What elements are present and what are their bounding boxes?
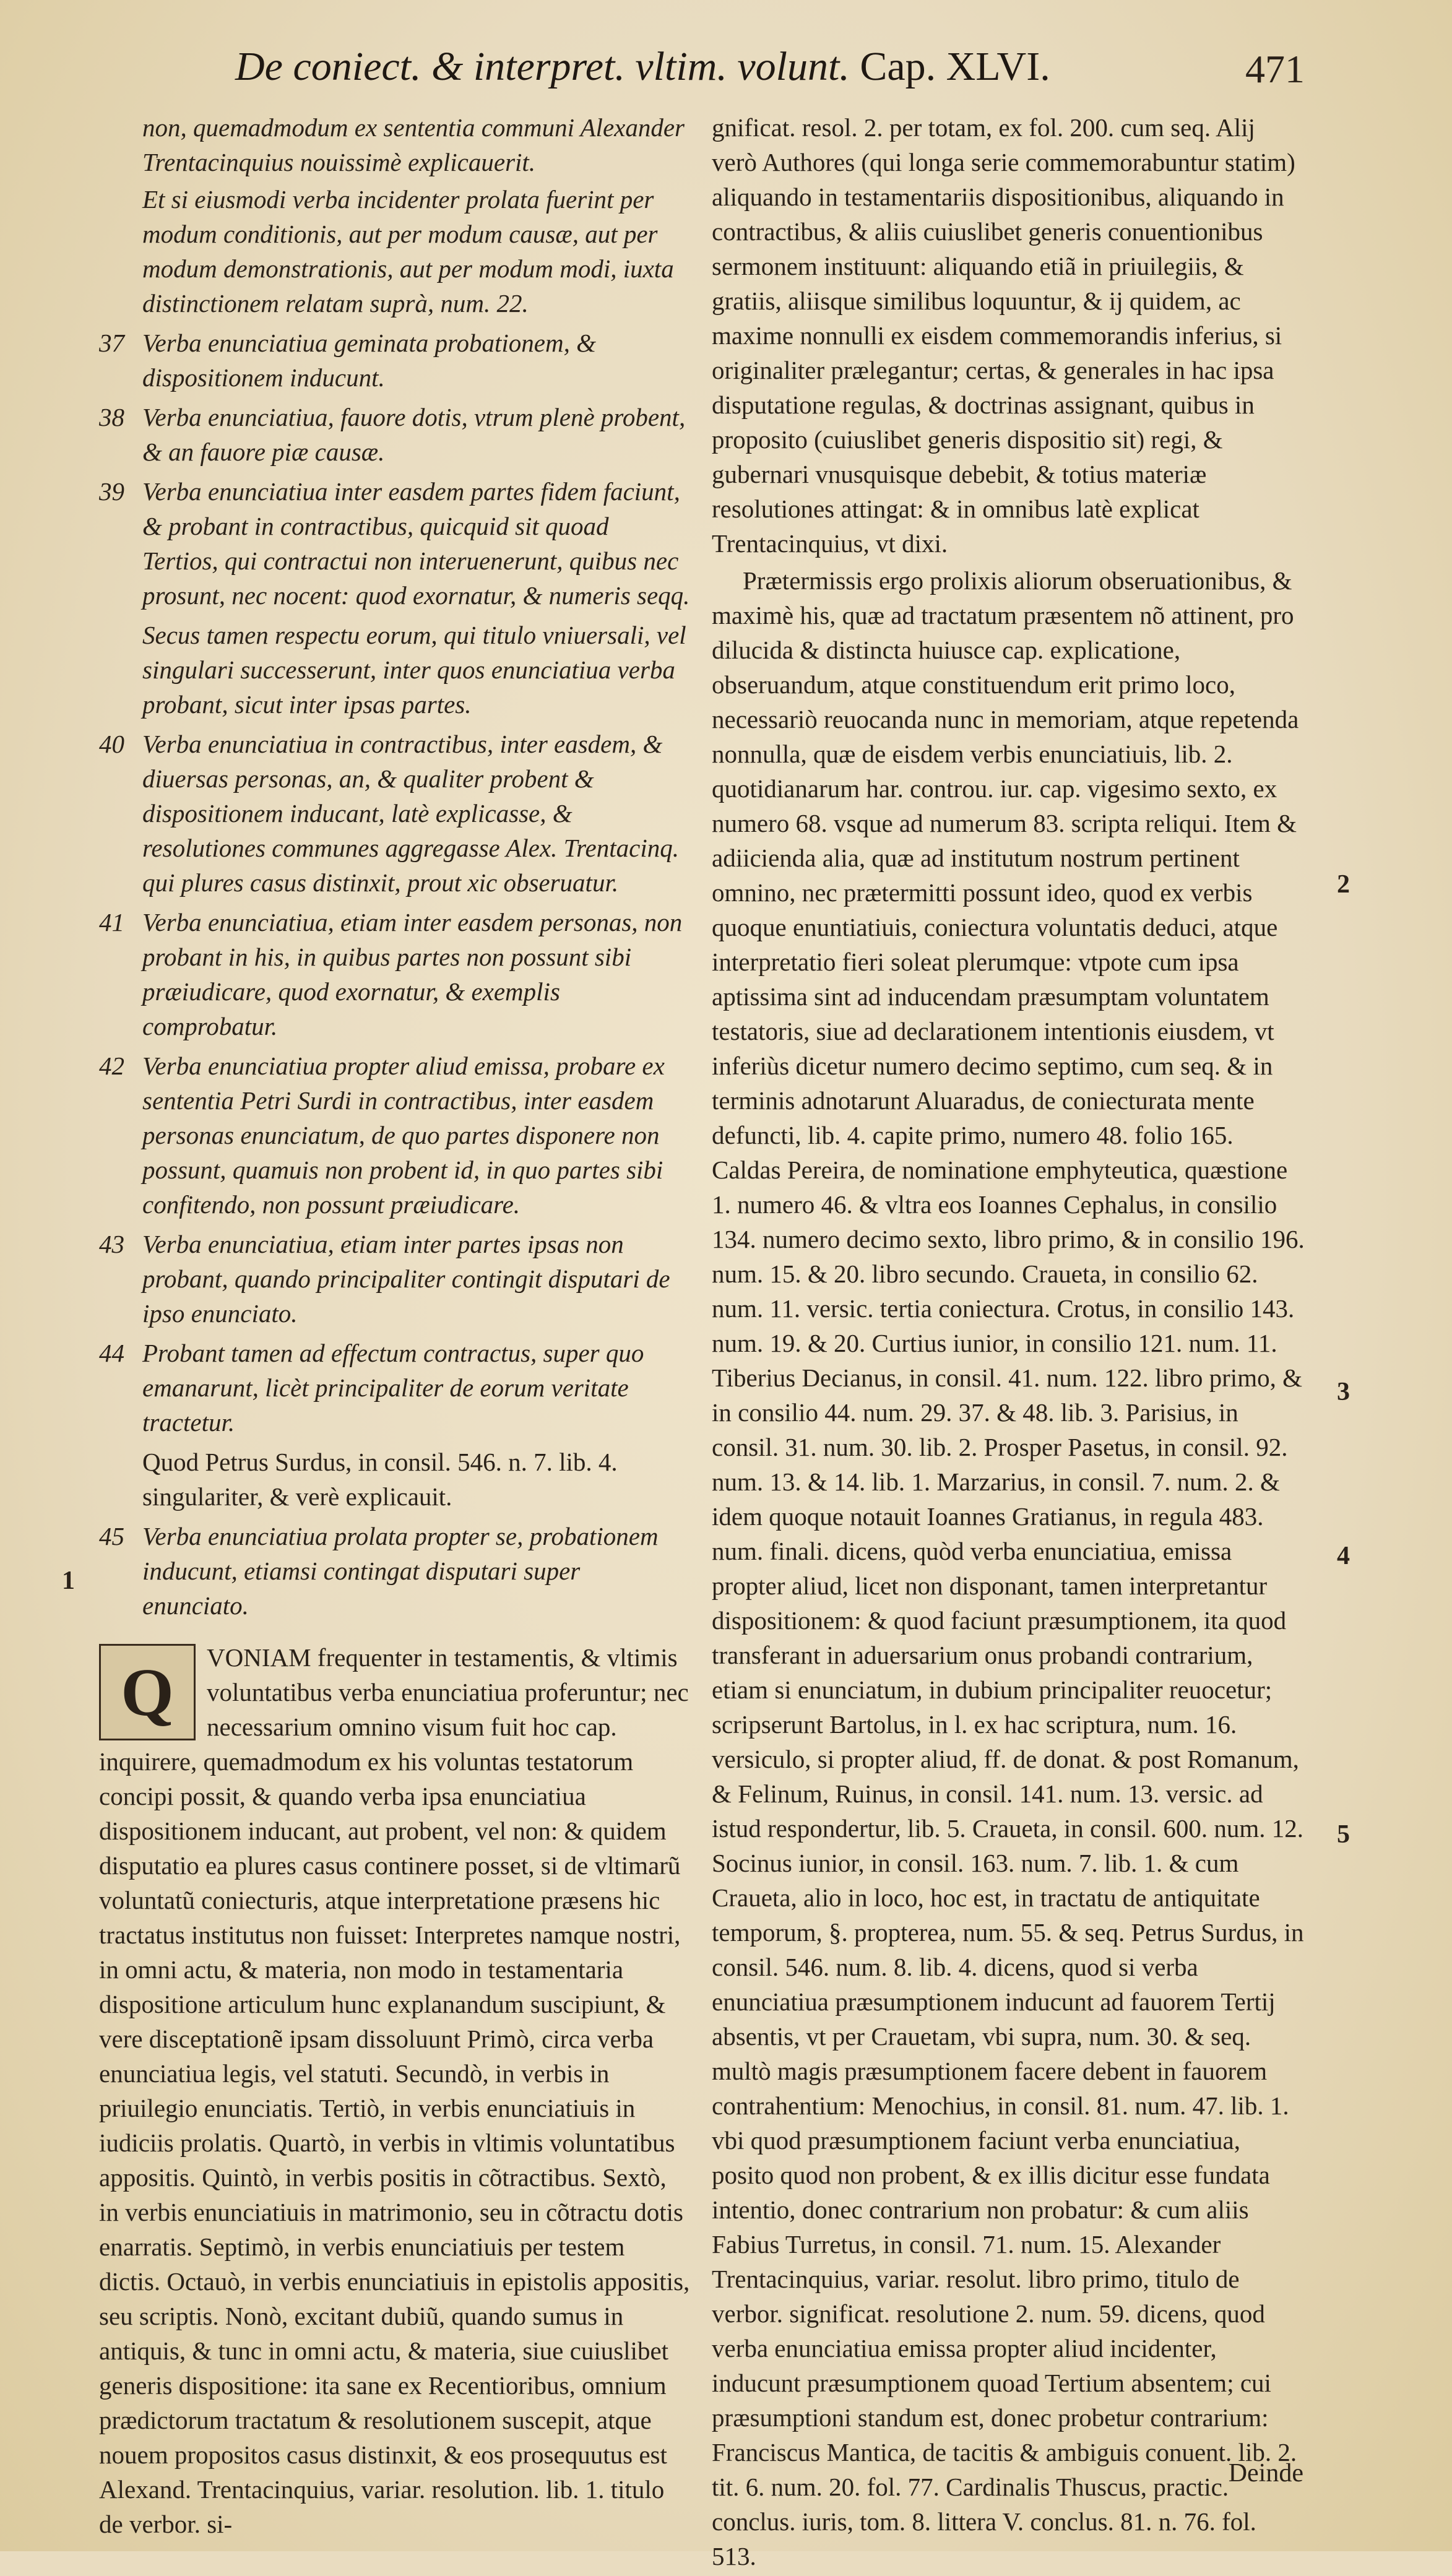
summary-number: 41 (99, 908, 124, 936)
summary-text: Probant tamen ad effectum contractus, super quo emanarunt, licèt principaliter de eorum veritate tractetur. (142, 1339, 644, 1437)
summary-item (99, 474, 690, 613)
summary-item (99, 400, 690, 469)
summary-number: 44 (99, 1339, 124, 1367)
summary-number (99, 182, 142, 321)
right-column (712, 110, 1306, 2576)
summary-item (99, 1048, 690, 1222)
summary-number: 45 (99, 1522, 124, 1550)
summary-number (99, 1445, 142, 1514)
margin-number: 2 (1337, 870, 1350, 899)
summary-number (99, 618, 142, 722)
summary-text: Verba enunciatiua prolata propter se, probationem inducunt, etiamsi contingat disputari super enunciato. (142, 1522, 659, 1620)
margin-number: 3 (1337, 1378, 1350, 1406)
dropcap-letter: Q (99, 1644, 196, 1740)
summary-text: Secus tamen respectu eorum, qui titulo vniuersali, vel singulari successerunt, inter quos enunciatiua verba probant, sicut inter ipsas partes. (142, 621, 686, 719)
margin-number: 4 (1337, 1542, 1350, 1570)
header-title: De coniect. & interpret. vltim. volunt. (235, 44, 850, 89)
summary-number: 37 (99, 329, 124, 357)
summary-number: 40 (99, 730, 124, 758)
left-column (99, 110, 690, 2544)
summary-text: Verba enunciatiua, etiam inter partes ipsas non probant, quando principaliter contingit disputari de ipso enunciato. (142, 1230, 670, 1328)
summary-text: Verba enunciatiua geminata probationem, & dispositionem inducunt. (142, 329, 596, 392)
catchword: Deinde (1228, 2459, 1303, 2487)
summary-item (99, 326, 690, 395)
summary-number: 39 (99, 477, 124, 506)
summary-text: Verba enunciatiua, etiam inter easdem personas, non probant in his, in quibus partes non possunt sibi præiudicare, quod exornatur, & exemplis comprobatur. (142, 908, 683, 1040)
summary-number: 43 (99, 1230, 124, 1258)
summary-text: Verba enunciatiua in contractibus, inter easdem, & diuersas personas, an, & qualiter probent & dispositionem inducant, latè explicasse, & resolutiones communes aggregasse Alex. Trentacinq. qui plures casus distinxit, prout xic obseruatur. (142, 730, 679, 897)
summary-item (99, 1227, 690, 1331)
intro-paragraph: VONIAM frequenter in testamentis, & vltimis voluntatibus verba enunciatiua proferuntur; nec necessarium omnino visum fuit hoc cap. inquirere, quemadmodum ex his voluntas testatorum concipi possit, & quando verba ipsa enunciatiua dispositionem inducant, aut probent, vel non: & quidem disputatio ea plures casus continere posset, si de vltimarũ voluntatũ coniecturis, atque interpretatione præsens hic tractatus institutus non fuisset: Interpretes namque nostri, in omni actu, & materia, non modo in testamentaria dispositione articulum hunc explanandum suscipiunt, & vere disceptationẽ ipsam dissoluunt Primò, circa verba enunciatiua legis, vel statuti. Secundò, in verbis in priuilegio enunciatis. Tertiò, in verbis enunciatiuis in iudiciis prolatis. Quartò, in verbis in vltimis voluntatibus appositis. Quintò, in verbis positis in cõtractibus. Sextò, in verbis enunciatiuis in matrimonio, seu in cõtractu dotis enarratis. Septimò, in verbis enunciatiuis per testem dictis. Octauò, in verbis enunciatiuis in epistolis appositis, seu scriptis. Nonò, excitant dubiũ, quando sumus in antiquis, & tunc in omni actu, & materia, siue cuiuslibet generis dispositione: ita sane ex Recentioribus, omnium prædictorum tractatum & resolutionem suscepit, atque nouem propositos casus distinxit, & eos prosequutus est Alexand. Trentacinquius, variar. resolution. lib. 1. titulo de verbor. si- (99, 1643, 690, 2538)
header-chapter: Cap. XLVI. (860, 44, 1050, 89)
summary-text: Et si eiusmodi verba incidenter prolata fuerint per modum conditionis, aut per modum causæ, aut per modum demonstrationis, aut per modum modi, iuxta distinctionem relatam suprà, num. 22. (142, 185, 674, 318)
paragraph: Prætermissis ergo prolixis aliorum obseruationibus, & maximè his, quæ ad tractatum præsentem nõ attinent, pro dilucida & distincta huiusce cap. explicatione, obseruandum, atque constituendum erit primo loco, necessariò reuocanda nunc in memoriam, atque repetenda nonnulla, quæ de eisdem verbis enunciatiuis, lib. 2. quotidianarum har. controu. iur. cap. vigesimo sexto, ex numero 68. vsque ad numerum 83. scripta reliqui. Item & adiicienda alia, quæ ad institutum nostrum pertinent omnino, nec prætermitti possunt ideo, quod ex verbis quoque enuntiatiuis, coniectura voluntatis deduci, atque interpretatio fieri soleat plerumque: vtpote cum ipsa aptissima sint ad inducendam præsumptam voluntatem testatoris, siue ad declarationem intentionis eiusdem, vt inferiùs dicetur numero decimo septimo, cum seq. & in terminis adnotarunt Aluaradus, de coniecturata mente defuncti, lib. 4. capite primo, numero 48. folio 165. Caldas Pereira, de nominatione emphyteutica, quæstione 1. numero 46. & vltra eos Ioannes Cephalus, in consilio 134. numero decimo sexto, libro primo, & in consilio 196. num. 15. & 20. libro secundo. Craueta, in consilio 62. num. 11. versic. tertia coniectura. Crotus, in consilio 143. num. 19. & 20. Curtius iunior, in consilio 121. num. 11. Tiberius Decianus, in consil. 41. num. 122. libro primo, & in consilio 44. num. 29. 37. & 48. lib. 3. Parisius, in consil. 31. num. 30. lib. 2. Prosper Pasetus, in consil. 92. num. 13. & 14. lib. 1. Marzarius, in consil. 7. num. 2. & idem quoque notauit Ioannes Gratianus, in regula 483. num. finali. dicens, quòd verba enunciatiua, emissa propter aliud, licet non disponant, tamen interpretantur dispositionem: & quod faciunt præsumptionem, ita quod transferant in aduersarium onus probandi contrarium, etiam si enunciatum, in dubium principaliter reuocetur; scripserunt Bartolus, in l. ex hac scriptura, num. 16. versiculo, si propter aliud, ff. de donat. & post Romanum, & Felinum, Ruinus, in consil. 141. num. 13. versic. ad istud respondertur, lib. 5. Craueta, in consil. 600. num. 12. Socinus iunior, in consil. 163. num. 7. lib. 1. & cum Craueta, alio in loco, hoc est, in tractatu de antiquitate temporum, §. propterea, num. 55. & seq. Petrus Surdus, in consil. 546. num. 8. lib. 4. dicens, quod si verba enunciatiua præsumptionem inducunt ad fauorem Tertij absentis, vt per Crauetam, vbi supra, num. 30. & seq. multò magis præsumptionem facere debent in fauorem contrahentium: Menochius, in consil. 81. num. 47. lib. 1. vbi quod præsumptionem faciunt verba enunciatiua, posito quod non probent, & ex illis dicitur esse fundata intentio, donec contrarium non probatur: & cum aliis Fabius Turretus, in consil. 71. num. 15. Alexander Trentacinquius, variar. resolut. libro primo, titulo de verbor. significat. resolutione 2. num. 59. dicens, quod verba enunciatiua emissa propter aliud incidenter, inducunt præsumptionem quoad Tertium absentem; cui præsumptioni standum est, donec probetur contrarium: Franciscus Mantica, de tacitis & ambiguis conuent. lib. 2. tit. 6. num. 20. fol. 77. Cardinalis Thuscus, practic. conclus. iuris, tom. 8. littera V. conclus. 81. n. 76. fol. 513. (712, 566, 1305, 2570)
summary-text: Quod Petrus Surdus, in consil. 546. n. 7. lib. 4. singulariter, & verè explicauit. (142, 1448, 618, 1511)
page-number: 471 (1245, 47, 1305, 91)
running-header (235, 38, 1287, 95)
summary-item (99, 727, 690, 900)
summary-text: Verba enunciatiua propter aliud emissa, probare ex sententia Petri Surdi in contractibus, inter easdem personas enunciatum, de quo partes disponere non possunt, quamuis non probent id, in quo partes sibi confitendo, non possunt præiudicare. (142, 1052, 665, 1219)
summary-continuation: non, quemadmodum ex sententia communi Alexander Trentacinquius nouissimè explicauerit. (142, 113, 685, 176)
margin-number: 5 (1337, 1820, 1350, 1849)
summary-item (99, 618, 690, 722)
summary-item (99, 905, 690, 1044)
paragraph: gnificat. resol. 2. per totam, ex fol. 200. cum seq. Alij verò Authores (qui longa serie commemorabuntur statim) aliquando in testamentariis dispositionibus, aliquando in contractibus, & aliis cuiuslibet generis conuentionibus sermonem instituunt: aliquando etiã in priuilegiis, & gratiis, aliisque similibus loquuntur, & ij quidem, ac maxime nonnulli ex eisdem commemorandis inferius, si originaliter prælegantur; certas, & generales in hac ipsa disputatione regulas, & doctrinas assignant, quibus in proposito (cuiuslibet generis dispositio sit) regi, & gubernari vnusquisque debebit, & totius materiæ resolutiones attingat: & in omnibus latè explicat Trentacinquius, vt dixi. (712, 113, 1295, 558)
summary-item (99, 1519, 690, 1623)
summary-number: 42 (99, 1052, 124, 1080)
summary-item (99, 1445, 690, 1514)
summary-item (99, 182, 690, 321)
summary-text: Verba enunciatiua, fauore dotis, vtrum plenè probent, & an fauore piæ causæ. (142, 403, 686, 466)
summary-item (99, 1336, 690, 1440)
margin-number: 1 (62, 1567, 75, 1595)
chapter-body-intro (99, 1640, 690, 2541)
summary-number: 38 (99, 403, 124, 431)
summary-text: Verba enunciatiua inter easdem partes fidem faciunt, & probant in contractibus, quicquid sit quoad Tertios, qui contractui non interuenerunt, quibus nec prosunt, nec nocent: quod exornatur, & numeris seqq. (142, 477, 690, 610)
